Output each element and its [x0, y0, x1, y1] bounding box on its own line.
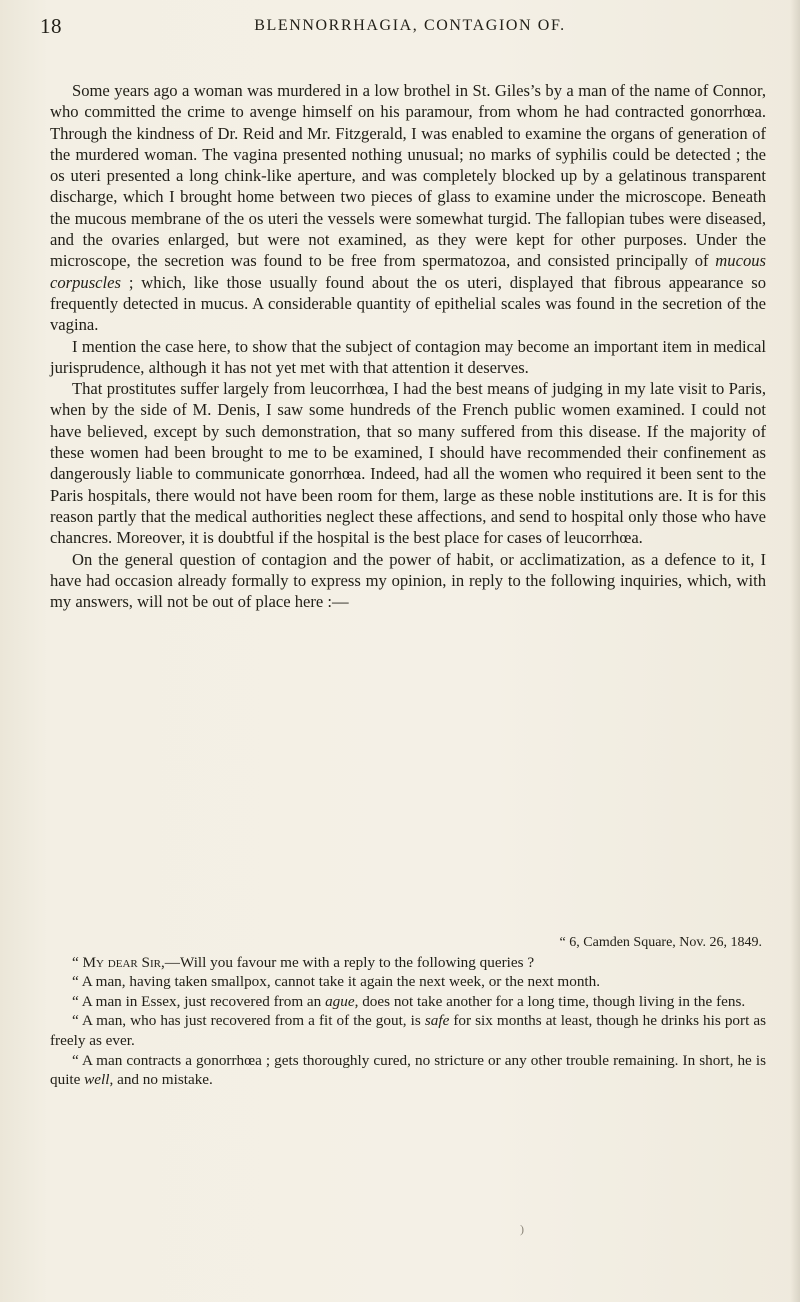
running-head: BLENNORRHAGIA, CONTAGION OF. [254, 17, 566, 34]
paragraph-murder-case [50, 80, 766, 336]
quoted-letter [50, 933, 766, 1090]
page-edge-shadow [790, 0, 800, 1302]
paragraph-text: Some years ago a woman was murdered in a low brothel in St. Giles’s by a man of the name of Connor, who committed the crime to avenge himself on his paramour, from whom he had contracted gonorrhœa. Through the kindness of Dr. Reid and Mr. Fitzgerald, I was enabled to examine the organs of generation of the murdered woman. The vagina presented nothing unusual; no marks of syphilis could be detected ; the os uteri presented a long chink-like aperture, and was completely blocked up by a gelatinous transparent discharge, which I brought home between two pieces of glass to examine under the microscope. Beneath the mucous membrane of the os uteri the vessels were somewhat turgid. The fallopian tubes were diseased, and the ovaries enlarged, but were not examined, as they were kept for other purposes. Under the microscope, the secretion was found to be free from spermatozoa, and consisted principally of [50, 81, 766, 271]
italic-term: safe [424, 1012, 450, 1030]
print-artifact-mark: ) [520, 1222, 524, 1236]
query-text: , does not take another for a long time, though living in the fens. [354, 992, 746, 1010]
italic-term: well [84, 1071, 110, 1089]
query-text: “ A man in Essex, just recovered from an [72, 992, 326, 1010]
query-text: “ A man contracts a gonorrhœa ; gets thoroughly cured, no stricture or any other trouble remaining. In short, he is quite [50, 1051, 766, 1089]
paragraph-prostitutes: That prostitutes suffer largely from leucorrhœa, I had the best means of judging in my late visit to Paris, when by the side of M. Denis, I saw some hundreds of the French public women examined. I could not have believed, except by such demonstration, that so many suffered from this disease. If the majority of these women had been brought to me to be examined, I should have recommended their confinement as dangerously liable to communicate gonorrhœa. Indeed, had all the women who required it been sent to the Paris hospitals, there would not have been room for them, large as these noble institutions are. It is for this reason partly that the medical authorities neglect these affections, and send to hospital only those who have chancres. Moreover, it is doubtful if the hospital is the best place for cases of leucorrhœa. [50, 379, 766, 548]
letter-query-smallpox: “ A man, having taken smallpox, cannot take it again the next week, or the next month. [72, 973, 601, 991]
query-text: “ A man, who has just recovered from a fit of the gout, is [72, 1012, 425, 1030]
salutation-quote: “ [72, 953, 83, 971]
body-text [50, 80, 766, 612]
letter-query-gout [50, 1011, 766, 1050]
query-text: , and no mistake. [109, 1071, 213, 1089]
letter-salutation [50, 953, 766, 973]
letter-dateline: “ 6, Camden Square, Nov. 26, 1849. [559, 935, 762, 950]
italic-term: ague [325, 992, 355, 1010]
paragraph-jurisprudence: I mention the case here, to show that the subject of contagion may become an important item in medical jurisprudence, although it has not yet met with that attention it deserves. [50, 336, 766, 377]
page-number: 18 [40, 14, 62, 38]
page-header [40, 14, 760, 44]
letter-query-ague [50, 992, 766, 1012]
letter-query-gonorrhoea [50, 1051, 766, 1090]
paragraph-contagion-question: On the general question of contagion and the power of habit, or acclimatization, as a defence to it, I have had occasion already formally to express my opinion, in reply to the following inquiries, which, with my answers, will not be out of place here :— [50, 549, 766, 612]
italic-term: mucous corpuscles [50, 251, 766, 292]
salutation-name: My dear Sir [82, 953, 161, 971]
paragraph-text: ; which, like those usually found about the os uteri, displayed that fibrous appearance so frequently detected in mucus. A considerable quantity of epithelial scales was found in the secretion of the vagina. [50, 272, 766, 335]
salutation-text: ,—Will you favour me with a reply to the following queries ? [160, 953, 535, 971]
query-text: for six months at least, though he drinks his port as freely as ever. [50, 1012, 766, 1049]
